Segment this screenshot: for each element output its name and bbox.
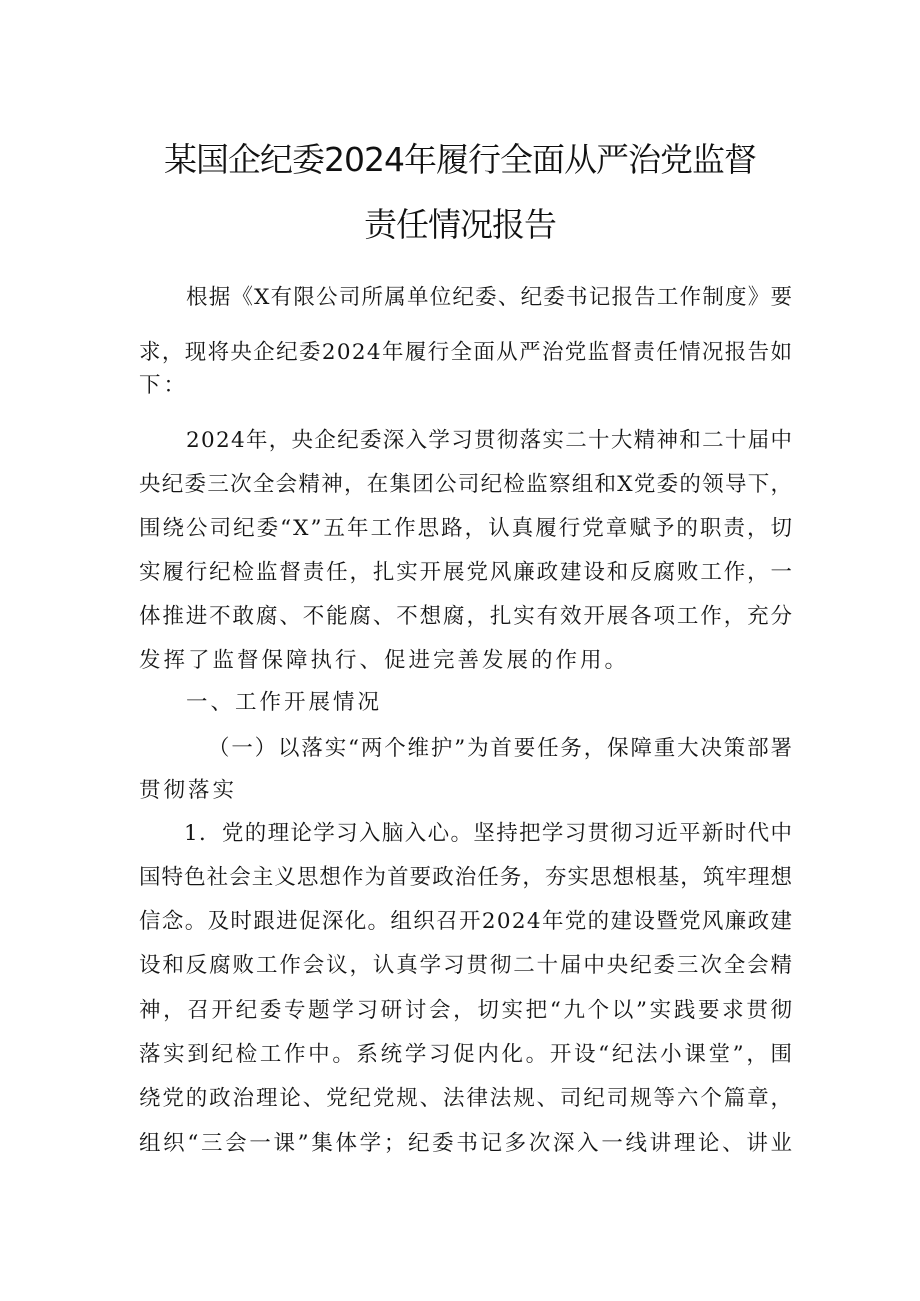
- paragraph-line: 神，召开纪委专题学习研讨会，切实把“九个以”实践要求贯彻: [139, 998, 795, 1023]
- paragraph-line: 一、工作开展情况: [186, 690, 383, 715]
- paragraph-line: 绕党的政治理论、党纪党规、法律法规、司纪司规等六个篇章，: [139, 1086, 794, 1111]
- paragraph-line: （一）以落实“两个维护”为首要任务，保障重大决策部署: [208, 736, 794, 761]
- paragraph-line: 贯彻落实: [139, 778, 238, 803]
- paragraph-line: 围绕公司纪委“X”五年工作思路，认真履行党章赋予的职责，切: [139, 516, 795, 541]
- report-title-line-2: 责任情况报告: [364, 205, 556, 244]
- paragraph-line: 发挥了监督保障执行、促进完善发展的作用。: [139, 648, 630, 673]
- paragraph-line: 信念。及时跟进促深化。组织召开2024年党的建设暨党风廉政建: [139, 909, 794, 934]
- report-title-line-1: 某国企纪委2024年履行全面从严治党监督: [164, 140, 756, 179]
- paragraph-line: 设和反腐败工作会议，认真学习贯彻二十届中央纪委三次全会精: [139, 953, 794, 978]
- paragraph-line: 1．党的理论学习入脑入心。坚持把学习贯彻习近平新时代中: [184, 821, 794, 846]
- paragraph-line: 求，现将央企纪委2024年履行全面从严治党监督责任情况报告如: [139, 340, 794, 365]
- paragraph-line: 央纪委三次全会精神，在集团公司纪检监察组和X党委的领导下，: [139, 472, 794, 497]
- paragraph-line: 2024年，央企纪委深入学习贯彻落实二十大精神和二十届中: [186, 428, 794, 453]
- paragraph-line: 实履行纪检监督责任，扎实开展党风廉政建设和反腐败工作，一: [139, 560, 794, 585]
- paragraph-line: 根据《X有限公司所属单位纪委、纪委书记报告工作制度》要: [186, 285, 794, 310]
- paragraph-line: 落实到纪检工作中。系统学习促内化。开设“纪法小课堂”，围: [139, 1042, 795, 1067]
- paragraph-line: 国特色社会主义思想作为首要政治任务，夯实思想根基，筑牢理想: [139, 865, 794, 890]
- paragraph-line: 组织“三会一课”集体学；纪委书记多次深入一线讲理论、讲业: [139, 1131, 795, 1156]
- paragraph-line: 下：: [139, 373, 189, 398]
- paragraph-line: 体推进不敢腐、不能腐、不想腐，扎实有效开展各项工作，充分: [139, 604, 794, 629]
